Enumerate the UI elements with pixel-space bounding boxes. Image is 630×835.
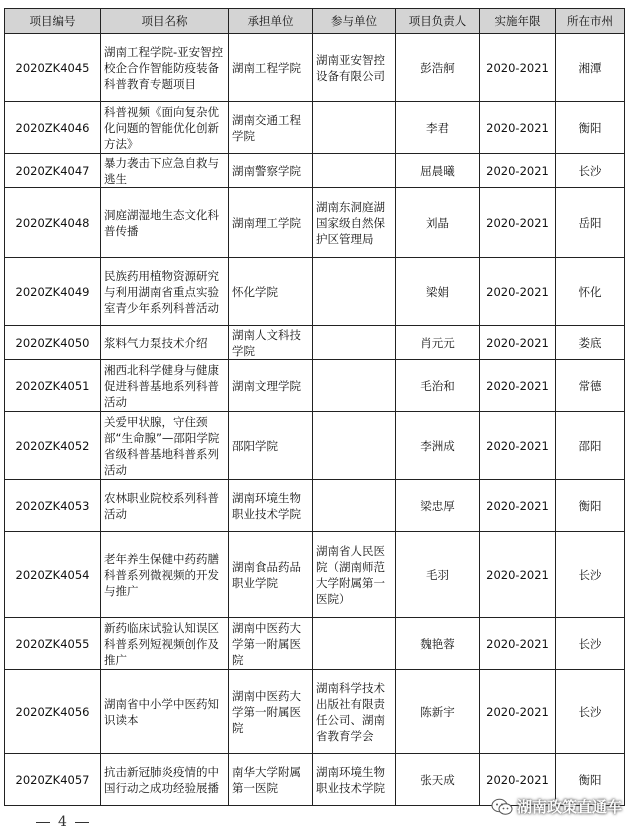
cell-leader: 毛治和: [396, 360, 480, 412]
cell-partner: 湖南亚安智控设备有限公司: [313, 34, 396, 102]
cell-id: 2020ZK4054: [5, 532, 101, 618]
cell-partner: [313, 360, 396, 412]
cell-leader: 梁忠厚: [396, 480, 480, 532]
cell-partner: 湖南环境生物职业技术学院: [313, 754, 396, 806]
cell-org: 湖南警察学院: [229, 154, 313, 188]
cell-org: 湖南食品药品职业学院: [229, 532, 313, 618]
cell-years: 2020-2021: [480, 258, 556, 326]
cell-id: 2020ZK4047: [5, 154, 101, 188]
cell-leader: 魏艳蓉: [396, 618, 480, 670]
cell-name: 老年养生保健中药药膳科普系列微视频的开发与推广: [101, 532, 229, 618]
cell-org: 湖南工程学院: [229, 34, 313, 102]
page-dash-left: [36, 822, 50, 823]
cell-name: 抗击新冠肺炎疫情的中国行动之成功经验展播: [101, 754, 229, 806]
cell-years: 2020-2021: [480, 326, 556, 360]
cell-org: 湖南人文科技学院: [229, 326, 313, 360]
cell-id: 2020ZK4055: [5, 618, 101, 670]
header-partner: 参与单位: [313, 9, 396, 34]
cell-leader: 刘晶: [396, 188, 480, 258]
cell-id: 2020ZK4050: [5, 326, 101, 360]
cell-leader: 毛羽: [396, 532, 480, 618]
cell-partner: [313, 102, 396, 154]
cell-years: 2020-2021: [480, 754, 556, 806]
header-id: 项目编号: [5, 9, 101, 34]
cell-years: 2020-2021: [480, 34, 556, 102]
cell-name: 关爱甲状腺，守住颈部“生命腺”—邵阳学院省级科普基地科普系列活动: [101, 412, 229, 480]
cell-partner: 湖南省人民医院（湖南师范大学附属第一医院）: [313, 532, 396, 618]
cell-name: 浆料气力泵技术介绍: [101, 326, 229, 360]
cell-id: 2020ZK4056: [5, 670, 101, 754]
cell-id: 2020ZK4048: [5, 188, 101, 258]
cell-city: 怀化: [556, 258, 625, 326]
cell-id: 2020ZK4053: [5, 480, 101, 532]
cell-years: 2020-2021: [480, 670, 556, 754]
cell-years: 2020-2021: [480, 412, 556, 480]
cell-name: 湘西北科学健身与健康促进科普基地系列科普活动: [101, 360, 229, 412]
cell-partner: 湖南东洞庭湖国家级自然保护区管理局: [313, 188, 396, 258]
cell-org: 湖南理工学院: [229, 188, 313, 258]
cell-org: 怀化学院: [229, 258, 313, 326]
cell-name: 新药临床试验认知误区科普系列短视频创作及推广: [101, 618, 229, 670]
header-name: 项目名称: [101, 9, 229, 34]
cell-years: 2020-2021: [480, 154, 556, 188]
table-row: [5, 154, 625, 188]
cell-leader: 李洲成: [396, 412, 480, 480]
cell-years: 2020-2021: [480, 532, 556, 618]
cell-name: 农林职业院校系列科普活动: [101, 480, 229, 532]
cell-city: 长沙: [556, 618, 625, 670]
cell-name: 科普视频《面向复杂优化问题的智能优化创新方法》: [101, 102, 229, 154]
cell-city: 邵阳: [556, 412, 625, 480]
table-header-row: [5, 9, 625, 34]
cell-id: 2020ZK4051: [5, 360, 101, 412]
page-dash-right: [75, 822, 89, 823]
cell-partner: [313, 480, 396, 532]
cell-org: 邵阳学院: [229, 412, 313, 480]
cell-org: 湖南交通工程学院: [229, 102, 313, 154]
cell-city: 衡阳: [556, 480, 625, 532]
table-row: [5, 34, 625, 102]
cell-city: 岳阳: [556, 188, 625, 258]
cell-leader: 彭浩舸: [396, 34, 480, 102]
cell-partner: [313, 326, 396, 360]
table-row: [5, 258, 625, 326]
project-table: [4, 8, 625, 806]
cell-id: 2020ZK4049: [5, 258, 101, 326]
cell-name: 民族药用植物资源研究与利用湖南省重点实验室青少年系列科普活动: [101, 258, 229, 326]
table-row: [5, 412, 625, 480]
cell-leader: 李君: [396, 102, 480, 154]
cell-partner: [313, 258, 396, 326]
table-row: [5, 480, 625, 532]
cell-city: 长沙: [556, 670, 625, 754]
cell-partner: [313, 412, 396, 480]
cell-city: 湘潭: [556, 34, 625, 102]
cell-leader: 陈新宇: [396, 670, 480, 754]
watermark: [491, 796, 622, 817]
cell-city: 衡阳: [556, 102, 625, 154]
cell-leader: 肖元元: [396, 326, 480, 360]
cell-name: 洞庭湖湿地生态文化科普传播: [101, 188, 229, 258]
cell-partner: 湖南科学技术出版社有限责任公司、湖南省教育学会: [313, 670, 396, 754]
cell-leader: 张天成: [396, 754, 480, 806]
cell-years: 2020-2021: [480, 102, 556, 154]
table-row: [5, 618, 625, 670]
cell-city: 长沙: [556, 532, 625, 618]
cell-name: 湖南省中小学中医药知识读本: [101, 670, 229, 754]
cell-leader: 梁娟: [396, 258, 480, 326]
header-org: 承担单位: [229, 9, 313, 34]
cell-years: 2020-2021: [480, 480, 556, 532]
cell-partner: [313, 618, 396, 670]
cell-years: 2020-2021: [480, 360, 556, 412]
cell-id: 2020ZK4045: [5, 34, 101, 102]
table-row: [5, 360, 625, 412]
cell-id: 2020ZK4057: [5, 754, 101, 806]
wechat-icon: [491, 798, 513, 816]
watermark-text: 湖南政策直通车: [516, 798, 622, 816]
cell-city: 衡阳: [556, 754, 625, 806]
cell-city: 长沙: [556, 154, 625, 188]
table-row: [5, 102, 625, 154]
cell-city: 常德: [556, 360, 625, 412]
table-row: [5, 326, 625, 360]
cell-id: 2020ZK4046: [5, 102, 101, 154]
cell-years: 2020-2021: [480, 188, 556, 258]
page-number: [28, 814, 97, 830]
header-city: 所在市州: [556, 9, 625, 34]
cell-name: 湖南工程学院-亚安智控校企合作智能防疫装备科普教育专题项目: [101, 34, 229, 102]
cell-partner: [313, 154, 396, 188]
cell-org: 湖南中医药大学第一附属医院: [229, 670, 313, 754]
cell-leader: 屈晨曦: [396, 154, 480, 188]
header-years: 实施年限: [480, 9, 556, 34]
cell-name: 暴力袭击下应急自救与逃生: [101, 154, 229, 188]
header-leader: 项目负责人: [396, 9, 480, 34]
cell-id: 2020ZK4052: [5, 412, 101, 480]
table-row: [5, 670, 625, 754]
table-row: [5, 188, 625, 258]
cell-org: 南华大学附属第一医院: [229, 754, 313, 806]
page-number-text: 4: [58, 814, 67, 830]
cell-city: 娄底: [556, 326, 625, 360]
cell-years: 2020-2021: [480, 618, 556, 670]
table-row: [5, 532, 625, 618]
cell-org: 湖南环境生物职业技术学院: [229, 480, 313, 532]
cell-org: 湖南文理学院: [229, 360, 313, 412]
cell-org: 湖南中医药大学第一附属医院: [229, 618, 313, 670]
